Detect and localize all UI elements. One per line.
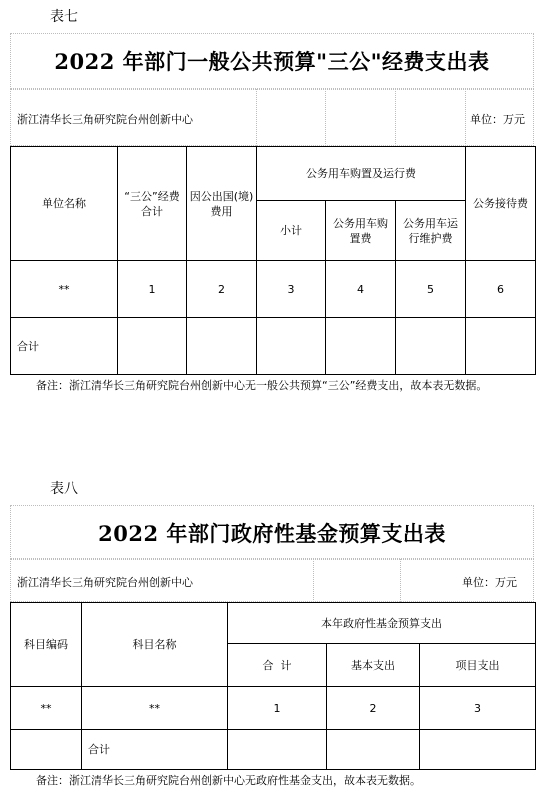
table-cell: [466, 318, 536, 375]
table-cell: 1: [228, 687, 327, 730]
table7-unit-label: 单位：万元: [470, 113, 525, 126]
table8-unit-label: 单位：万元: [462, 576, 517, 589]
th-abroad: 因公出国(境)费用: [187, 147, 257, 261]
table-cell: [326, 318, 396, 375]
th-project: 项目支出: [420, 644, 536, 687]
th-sangong-total: “三公”经费合计: [118, 147, 187, 261]
table7-unit-divider: [325, 89, 326, 146]
table7-unit-divider: [256, 89, 257, 146]
table-cell: 2: [327, 687, 420, 730]
table-cell: [257, 318, 326, 375]
table-cell: **: [82, 687, 228, 730]
table7-caption: 表七: [50, 9, 78, 25]
th-reception: 公务接待费: [466, 147, 536, 261]
table-cell: 1: [118, 261, 187, 318]
th-unit-name: 单位名称: [11, 147, 118, 261]
th-car-group: 公务用车购置及运行费: [257, 147, 466, 201]
th-basic: 基本支出: [327, 644, 420, 687]
table8-unit-divider: [400, 559, 401, 602]
th-code: 科目编码: [11, 603, 82, 687]
th-fund-group: 本年政府性基金预算支出: [228, 603, 536, 644]
th-total: 合 计: [228, 644, 327, 687]
table8-title: 2022 年部门政府性基金预算支出表: [98, 521, 446, 546]
table7-note: 备注：浙江清华长三角研究院台州创新中心无一般公共预算“三公”经费支出，故本表无数据。: [36, 379, 488, 392]
total-label: 合计: [11, 318, 118, 375]
table7-title: 2022 年部门一般公共预算"三公"经费支出表: [54, 49, 490, 74]
table8-caption: 表八: [50, 481, 78, 497]
table8-note: 备注：浙江清华长三角研究院台州创新中心无政府性基金支出，故本表无数据。: [36, 774, 421, 787]
table-cell: [228, 730, 327, 770]
table-row: [11, 730, 536, 770]
table8-unit-name: 浙江清华长三角研究院台州创新中心: [17, 576, 193, 589]
table-cell: [118, 318, 187, 375]
table7-grid: [10, 146, 536, 375]
table-cell: 6: [466, 261, 536, 318]
th-name: 科目名称: [82, 603, 228, 687]
table-cell: 3: [420, 687, 536, 730]
table7-unit-divider: [395, 89, 396, 146]
th-car-purchase: 公务用车购置费: [326, 201, 396, 261]
table8-unit-divider: [313, 559, 314, 602]
table-cell: 5: [396, 261, 466, 318]
table8-grid: [10, 602, 536, 770]
th-subtotal: 小计: [257, 201, 326, 261]
table-cell: 4: [326, 261, 396, 318]
table-row: [11, 261, 536, 318]
table-row: [11, 687, 536, 730]
table-cell: [11, 730, 82, 770]
table-cell: **: [11, 261, 118, 318]
table-cell: 3: [257, 261, 326, 318]
table-cell: [187, 318, 257, 375]
table-cell: [420, 730, 536, 770]
table-cell: [327, 730, 420, 770]
table7-unit-divider: [465, 89, 466, 146]
table7-unit-name: 浙江清华长三角研究院台州创新中心: [17, 113, 193, 126]
table-row: [11, 318, 536, 375]
table-cell: **: [11, 687, 82, 730]
total-label: 合计: [82, 730, 228, 770]
th-car-maintenance: 公务用车运行维护费: [396, 201, 466, 261]
table-cell: [396, 318, 466, 375]
table-cell: 2: [187, 261, 257, 318]
